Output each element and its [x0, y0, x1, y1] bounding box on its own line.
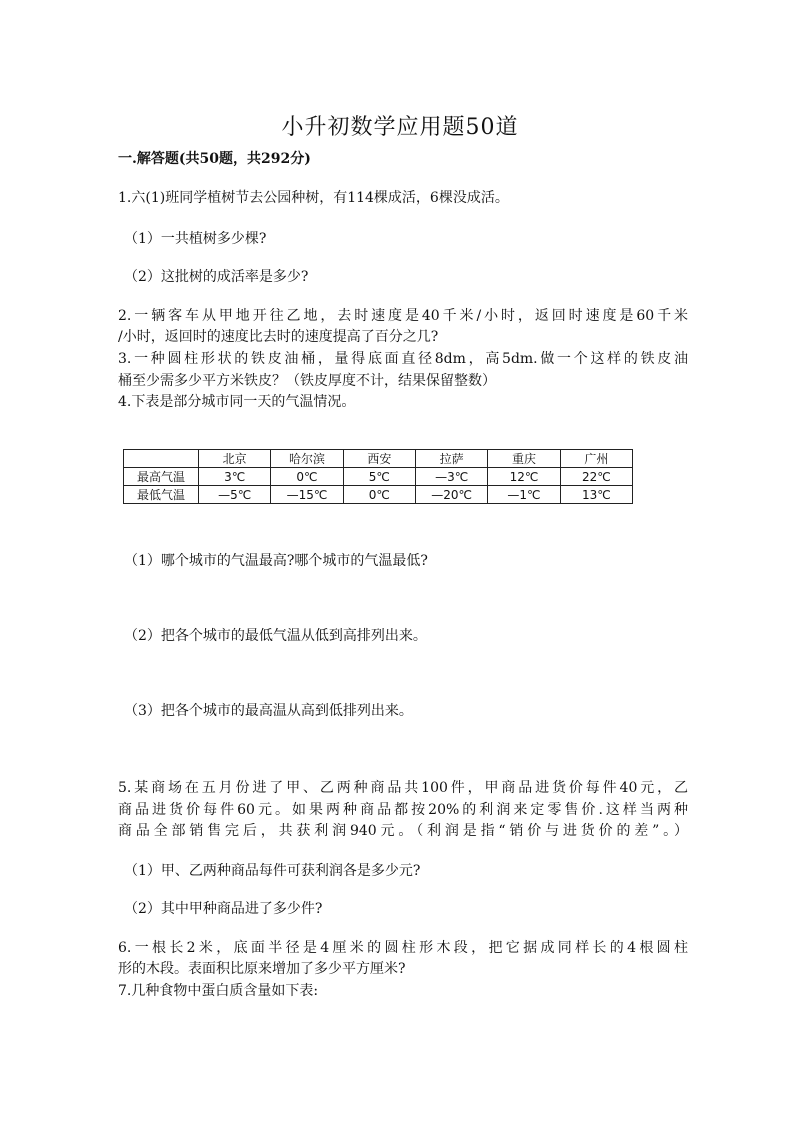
question-6-line-1: 6.一根长2米，底面半径是4厘米的圆柱形木段，把它据成同样长的4根圆柱 — [118, 940, 688, 956]
table-cell: 5℃ — [343, 468, 415, 486]
question-5-line-3: 商品全部销售完后，共获利润940元。（利润是指“销价与进货价的差”。） — [118, 823, 688, 839]
section-heading: 一.解答题(共50题，共292分) — [118, 151, 311, 167]
question-4-sub-1: （1）哪个城市的气温最高?哪个城市的气温最低? — [124, 553, 428, 569]
question-6-line-2: 形的木段。表面积比原来增加了多少平方厘米? — [118, 961, 406, 977]
question-2-line-2: /小时，返回时的速度比去时的速度提高了百分之几? — [118, 329, 439, 345]
question-2-line-1: 2.一辆客车从甲地开往乙地，去时速度是40千米/小时，返回时速度是60千米 — [118, 308, 688, 324]
question-3-line-2: 桶至少需多少平方米铁皮？（铁皮厚度不计，结果保留整数） — [118, 373, 496, 389]
question-4-sub-2: （2）把各个城市的最低气温从低到高排列出来。 — [124, 628, 427, 644]
table-header-cell: 哈尔滨 — [271, 450, 343, 468]
table-cell: 3℃ — [199, 468, 271, 486]
table-cell: —15℃ — [271, 486, 343, 504]
question-4-stem: 4.下表是部分城市同一天的气温情况。 — [118, 394, 356, 410]
table-cell: 0℃ — [271, 468, 343, 486]
question-3-line-1: 3.一种圆柱形状的铁皮油桶，量得底面直径8dm，高5dm.做一个这样的铁皮油 — [118, 351, 688, 367]
table-cell: 0℃ — [343, 486, 415, 504]
question-5-line-2: 商品进货价每件60元。如果两种商品都按20%的利润来定零售价.这样当两种 — [118, 802, 688, 818]
table-header-cell: 拉萨 — [415, 450, 487, 468]
question-1-stem: 1.六(1)班同学植树节去公园种树，有114棵成活，6棵没成活。 — [118, 190, 509, 206]
question-1-sub-2: （2）这批树的成活率是多少? — [124, 269, 309, 285]
table-header-cell: 北京 — [199, 450, 271, 468]
table-cell: —20℃ — [415, 486, 487, 504]
table-row — [124, 486, 633, 504]
table-cell: —5℃ — [199, 486, 271, 504]
table-row-label: 最低气温 — [124, 486, 199, 504]
table-header-row — [124, 450, 633, 468]
table-header-cell: 重庆 — [488, 450, 560, 468]
question-1-sub-1: （1）一共植树多少棵? — [124, 231, 267, 247]
table-cell: 13℃ — [560, 486, 632, 504]
question-5-sub-1: （1）甲、乙两种商品每件可获利润各是多少元? — [124, 863, 421, 879]
question-5-line-1: 5.某商场在五月份进了甲、乙两种商品共100件，甲商品进货价每件40元，乙 — [118, 780, 688, 796]
table-cell: —3℃ — [415, 468, 487, 486]
table-row — [124, 468, 633, 486]
table-corner-cell — [124, 450, 199, 468]
table-row-label: 最高气温 — [124, 468, 199, 486]
table-cell: 22℃ — [560, 468, 632, 486]
question-5-sub-2: （2）其中甲种商品进了多少件? — [124, 901, 323, 917]
question-7-stem: 7.几种食物中蛋白质含量如下表: — [118, 983, 319, 999]
table-cell: —1℃ — [488, 486, 560, 504]
question-4-sub-3: （3）把各个城市的最高温从高到低排列出来。 — [124, 703, 413, 719]
temperature-table — [123, 449, 633, 504]
table-cell: 12℃ — [488, 468, 560, 486]
table-header-cell: 西安 — [343, 450, 415, 468]
page-title: 小升初数学应用题50道 — [281, 114, 519, 140]
table-header-cell: 广州 — [560, 450, 632, 468]
